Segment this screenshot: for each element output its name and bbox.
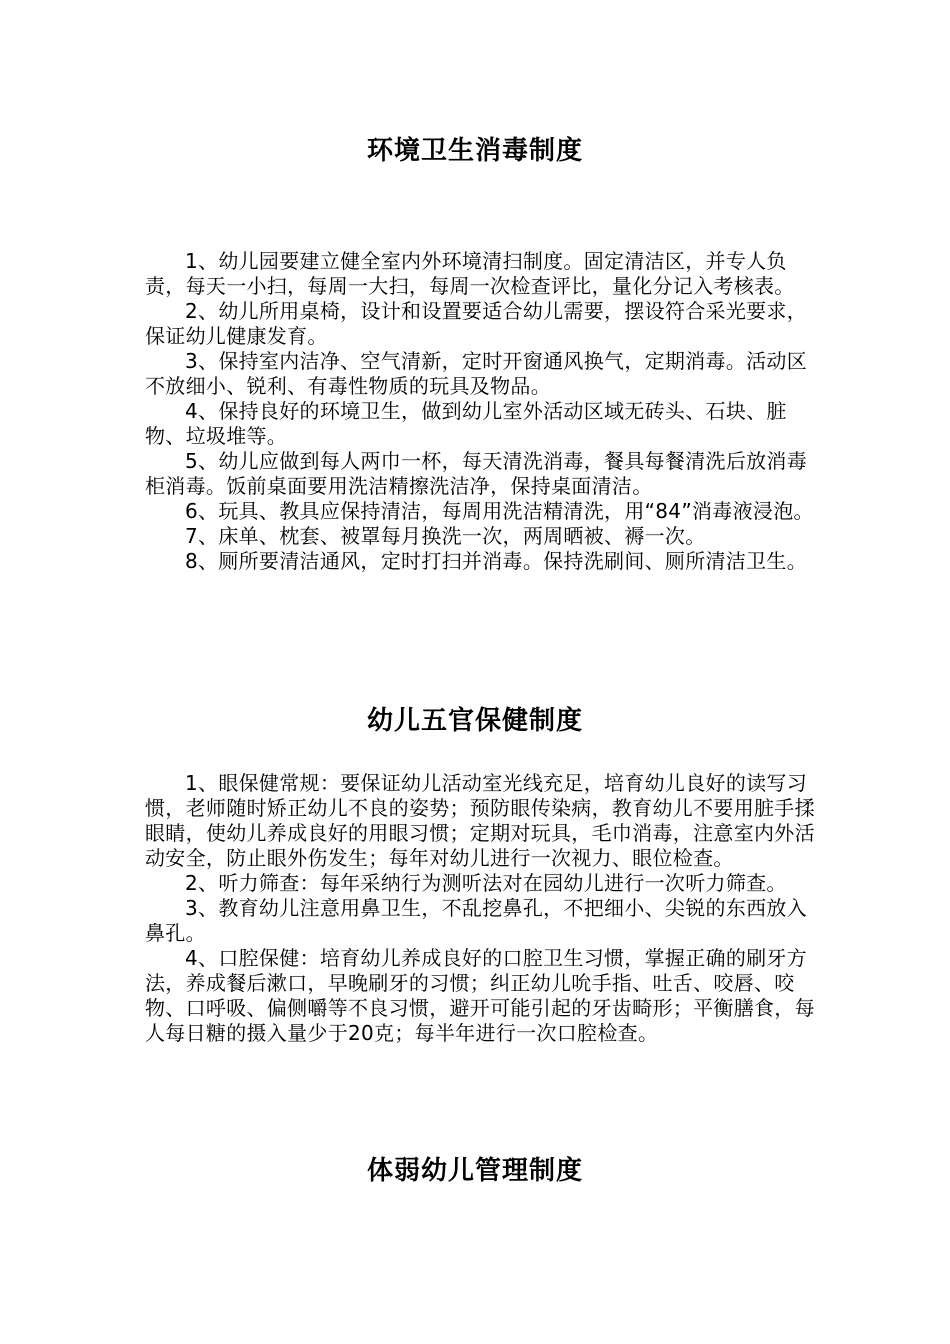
paragraph: 5、幼儿应做到每人两巾一杯，每天清洗消毒，餐具每餐清洗后放消毒柜消毒。饭前桌面要用洗洁精擦洗洁净，保持桌面清洁。 [145, 449, 808, 498]
paragraph: 1、眼保健常规：要保证幼儿活动室光线充足，培育幼儿良好的读写习惯，老师随时矫正幼儿不良的姿势；预防眼传染病，教育幼儿不要用脏手揉眼睛，使幼儿养成良好的用眼习惯；定期对玩具，毛巾消毒，注意室内外活动安全，防止眼外伤发生；每年对幼儿进行一次视力、眼位检查。 [145, 771, 815, 870]
paragraph: 6、玩具、教具应保持清洁，每周用洗洁精清洗，用“84”消毒液浸泡。 [185, 499, 814, 523]
paragraph: 3、保持室内洁净、空气清新，定时开窗通风换气，定期消毒。活动区不放细小、锐利、有毒性物质的玩具及物品。 [145, 349, 808, 398]
paragraph: 1、幼儿园要建立健全室内外环境清扫制度。固定清洁区，并专人负责，每天一小扫，每周一大扫，每周一次检查评比，量化分记入考核表。 [145, 249, 795, 298]
section-title-environment-hygiene: 环境卫生消毒制度 [366, 136, 583, 166]
paragraph: 8、厕所要清洁通风，定时打扫并消毒。保持洗刷间、厕所清洁卫生。 [185, 549, 808, 573]
section-title-facial-organ-care: 幼儿五官保健制度 [366, 706, 583, 736]
section-title-weak-children-management: 体弱幼儿管理制度 [366, 1156, 583, 1186]
paragraph: 3、教育幼儿注意用鼻卫生，不乱挖鼻孔，不把细小、尖锐的东西放入鼻孔。 [145, 896, 808, 945]
paragraph: 7、床单、枕套、被罩每月换洗一次，两周晒被、褥一次。 [185, 524, 706, 548]
paragraph: 2、幼儿所用桌椅，设计和设置要适合幼儿需要，摆设符合采光要求，保证幼儿健康发育。 [145, 299, 808, 348]
section-body-facial-organ-care [145, 771, 825, 1046]
paragraph: 4、口腔保健：培育幼儿养成良好的口腔卫生习惯，掌握正确的刷牙方法，养成餐后漱口，早晚刷牙的习惯；纠正幼儿吮手指、吐舌、咬唇、咬物、口呼吸、偏侧嚼等不良习惯，避开可能引起的牙齿畸形；平衡膳食，每人每日糖的摄入量少于20克；每半年进行一次口腔检查。 [145, 946, 815, 1045]
paragraph: 4、保持良好的环境卫生，做到幼儿室外活动区域无砖头、石块、脏物、垃圾堆等。 [145, 399, 787, 448]
paragraph: 2、听力筛查：每年采纳行为测听法对在园幼儿进行一次听力筛查。 [185, 871, 787, 895]
section-body-environment-hygiene [145, 249, 825, 574]
